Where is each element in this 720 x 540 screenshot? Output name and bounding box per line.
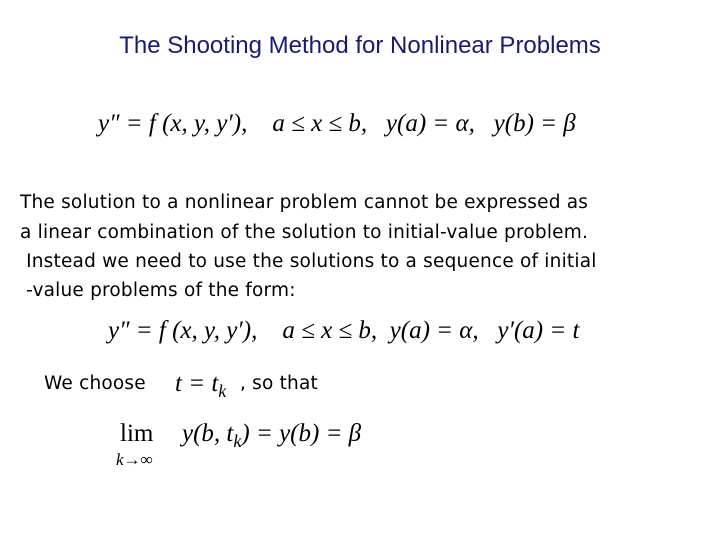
choose-subscript: k	[218, 381, 227, 401]
domain-expression: a ≤ x ≤ b,	[282, 317, 378, 344]
ode-expression: y″ = f (x, y, y′),	[98, 110, 248, 137]
initial-value-equation	[108, 317, 579, 345]
limit-operator: lim	[120, 420, 154, 447]
limit-expression: y(b, $t_k) = y(b) = \beta$	[182, 420, 362, 451]
boundary-condition-a: y(a) = α,	[389, 317, 479, 344]
paragraph-line: The solution to a nonlinear problem cannot be expressed as	[20, 192, 589, 213]
choose-text: We choose	[44, 373, 146, 394]
slide-title: The Shooting Method for Nonlinear Problems	[119, 32, 601, 59]
limit-subscript: k→∞	[116, 450, 153, 469]
initial-slope-condition: y′(a) = t	[497, 317, 580, 344]
limit-equation	[116, 420, 362, 532]
paragraph-line: -value problems of the form:	[20, 280, 296, 301]
so-that-text: , so that	[240, 373, 318, 394]
ode-expression: y″ = f (x, y, y′),	[108, 317, 258, 344]
domain-expression: a ≤ x ≤ b,	[272, 110, 368, 137]
paragraph-line: Instead we need to use the solutions to a sequence of initial	[20, 251, 597, 272]
paragraph-line: a linear combination of the solution to initial-value problem.	[20, 222, 589, 243]
boundary-condition-b: y(b) = β	[493, 110, 576, 137]
boundary-condition-a: y(a) = α,	[385, 110, 475, 137]
choose-expression: $t = t_k$	[175, 370, 227, 401]
boundary-value-equation	[98, 110, 576, 138]
